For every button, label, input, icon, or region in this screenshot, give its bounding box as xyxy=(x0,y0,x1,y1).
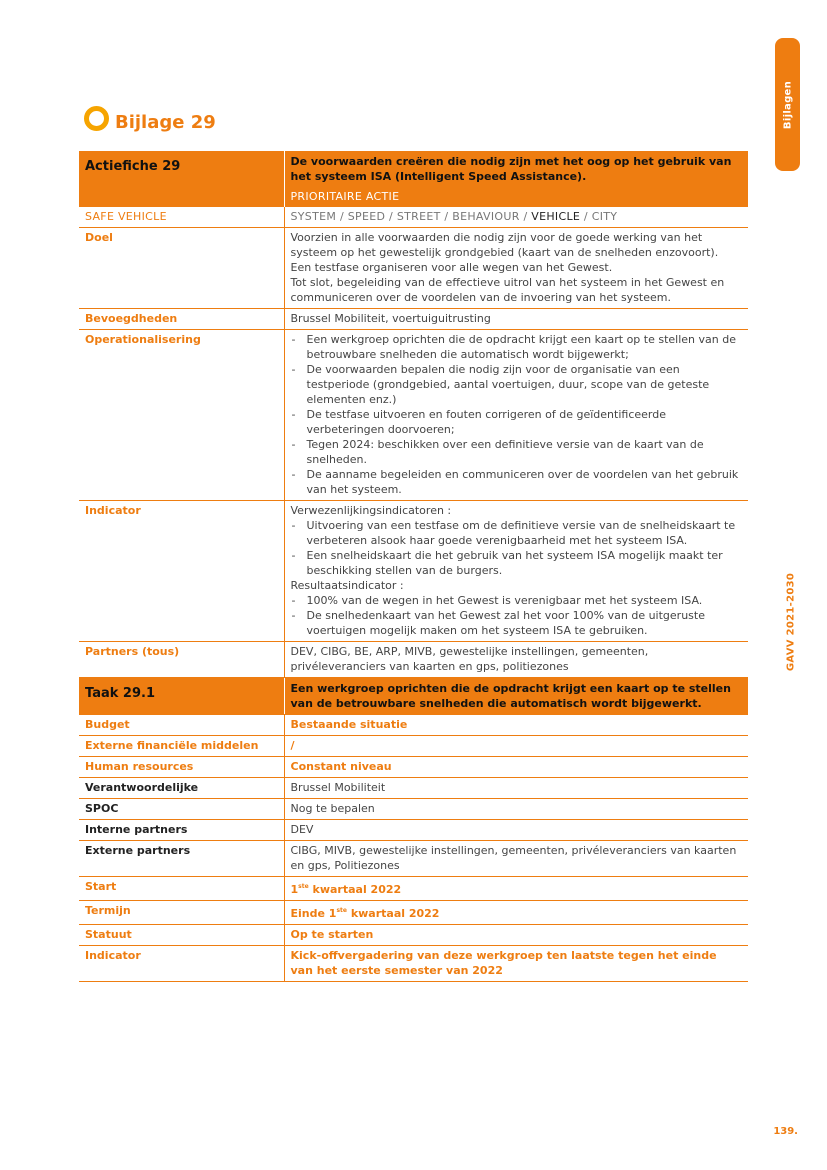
external-partners-value: CIBG, MIVB, gewestelijke instellingen, gemeenten, privéleveranciers van kaarten en gps, Politiezones xyxy=(284,841,748,877)
priority-label: PRIORITAIRE ACTIE xyxy=(290,190,400,203)
deadline-ordinal: 1 xyxy=(328,907,337,920)
doel-line: Tot slot, begeleiding van de effectieve uitrol van het systeem in het Gewest en communiceren over de voordelen van de invoering van het systeem. xyxy=(290,276,725,304)
bevoegdheden-label: Bevoegdheden xyxy=(79,309,284,330)
partners-label: Partners (tous) xyxy=(79,642,284,678)
deadline-label: Termijn xyxy=(79,901,284,925)
spoc-value: Nog te bepalen xyxy=(284,799,748,820)
external-funds-value: / xyxy=(284,736,748,757)
operationalisering-list xyxy=(291,332,743,497)
human-resources-value: Constant niveau xyxy=(284,757,748,778)
category-behaviour: BEHAVIOUR xyxy=(452,210,520,223)
category-list: SYSTEM / SPEED / STREET / BEHAVIOUR / VEHICLE / CITY xyxy=(284,207,748,228)
result-list xyxy=(291,593,743,638)
budget-value: Bestaande situatie xyxy=(284,715,748,736)
deadline-prefix: Einde xyxy=(290,907,325,920)
task-title: Taak 29.1 xyxy=(79,678,284,715)
indicator-value xyxy=(284,501,748,642)
task-indicator-row xyxy=(79,946,748,982)
category-label: SAFE VEHICLE xyxy=(79,207,284,228)
result-title: Resultaatsindicator : xyxy=(290,579,404,592)
status-label: Statuut xyxy=(79,925,284,946)
external-partners-row xyxy=(79,841,748,877)
list-item: - Een werkgroep oprichten die de opdracht krijgt een kaart op te stellen van de betrouwbare snelheden die automatisch wordt bijgewerkt; xyxy=(291,332,743,362)
action-sheet-table xyxy=(79,151,748,982)
doel-line: Een testfase organiseren voor alle wegen van het Gewest. xyxy=(290,261,613,274)
category-street: STREET xyxy=(396,210,441,223)
page-number: 139. xyxy=(773,1126,798,1137)
list-item: - Uitvoering van een testfase om de definitieve versie van de snelheidskaart te verbeteren alsook haar goede verenigbaarheid met het systeem ISA. xyxy=(291,518,743,548)
start-row xyxy=(79,877,748,901)
deadline-row xyxy=(79,901,748,925)
doel-label: Doel xyxy=(79,228,284,309)
doel-row xyxy=(79,228,748,309)
list-item: - Tegen 2024: beschikken over een definitieve versie van de kaart van de snelheden. xyxy=(291,437,743,467)
indicator-label: Indicator xyxy=(79,501,284,642)
side-document-label-text: GAVV 2021-2030 xyxy=(785,572,797,672)
realisation-list xyxy=(291,518,743,578)
start-ordinal-suffix: ste xyxy=(298,883,309,890)
page-title: Bijlage 29 xyxy=(115,112,216,133)
operationalisering-value xyxy=(284,330,748,501)
task-header-row xyxy=(79,678,748,715)
start-label: Start xyxy=(79,877,284,901)
start-ordinal: 1 xyxy=(290,883,299,896)
bevoegdheden-row xyxy=(79,309,748,330)
fiche-description-cell xyxy=(284,151,748,207)
category-row xyxy=(79,207,748,228)
fiche-description: De voorwaarden creëren die nodig zijn met het oog op het gebruik van het systeem ISA (Intelligent Speed Assistance). xyxy=(290,155,732,183)
list-item: - De voorwaarden bepalen die nodig zijn voor de organisatie van een testperiode (grondgebied, aantal voertuigen, duur, scope van de geteste elementen enz.) xyxy=(291,362,743,407)
list-item: - Een snelheidskaart die het gebruik van het systeem ISA mogelijk maakt ter beschikking stellen van de burgers. xyxy=(291,548,743,578)
budget-row xyxy=(79,715,748,736)
category-system: SYSTEM xyxy=(290,210,337,223)
task-description: Een werkgroep oprichten die de opdracht krijgt een kaart op te stellen van de betrouwbare snelheden die automatisch wordt bijgewerkt. xyxy=(284,678,748,715)
category-speed: SPEED xyxy=(347,210,386,223)
side-document-label xyxy=(784,572,798,672)
external-funds-row xyxy=(79,736,748,757)
responsible-row xyxy=(79,778,748,799)
list-item: - De testfase uitvoeren en fouten corrigeren of de geïdentificeerde verbeteringen doorvoeren; xyxy=(291,407,743,437)
fiche-title: Actiefiche 29 xyxy=(79,151,284,207)
side-tab-label: Bijlagen xyxy=(782,80,793,129)
partners-row xyxy=(79,642,748,678)
list-item: - 100% van de wegen in het Gewest is verenigbaar met het systeem ISA. xyxy=(291,593,743,608)
start-value xyxy=(284,877,748,901)
deadline-text: kwartaal 2022 xyxy=(350,907,440,920)
internal-partners-value: DEV xyxy=(284,820,748,841)
task-indicator-value: Kick-offvergadering van deze werkgroep ten laatste tegen het einde van het eerste semester van 2022 xyxy=(284,946,748,982)
partners-value: DEV, CIBG, BE, ARP, MIVB, gewestelijke instellingen, gemeenten, privéleveranciers van kaarten en gps, politiezones xyxy=(284,642,748,678)
external-funds-label: Externe financiële middelen xyxy=(79,736,284,757)
status-row xyxy=(79,925,748,946)
list-item: - De aanname begeleiden en communiceren over de voordelen van het gebruik van het systeem. xyxy=(291,467,743,497)
fiche-header-row xyxy=(79,151,748,207)
deadline-ordinal-suffix: ste xyxy=(336,907,347,914)
deadline-value xyxy=(284,901,748,925)
realisation-title: Verwezenlijkingsindicatoren : xyxy=(290,504,452,517)
doel-line: Voorzien in alle voorwaarden die nodig zijn voor de goede werking van het systeem op het gewestelijk grondgebied (kaart van de snelheden enzovoort). xyxy=(290,231,719,259)
operationalisering-label: Operationalisering xyxy=(79,330,284,501)
internal-partners-row xyxy=(79,820,748,841)
indicator-row xyxy=(79,501,748,642)
budget-label: Budget xyxy=(79,715,284,736)
doel-value xyxy=(284,228,748,309)
category-vehicle-active: VEHICLE xyxy=(531,210,581,223)
side-tab xyxy=(775,38,800,171)
category-city: CITY xyxy=(591,210,618,223)
spoc-label: SPOC xyxy=(79,799,284,820)
start-text: kwartaal 2022 xyxy=(312,883,402,896)
spoc-row xyxy=(79,799,748,820)
operationalisering-row xyxy=(79,330,748,501)
status-value: Op te starten xyxy=(284,925,748,946)
ring-icon xyxy=(84,106,109,131)
responsible-value: Brussel Mobiliteit xyxy=(284,778,748,799)
human-resources-label: Human resources xyxy=(79,757,284,778)
responsible-label: Verantwoordelijke xyxy=(79,778,284,799)
page-heading xyxy=(84,104,216,133)
bevoegdheden-value: Brussel Mobiliteit, voertuiguitrusting xyxy=(284,309,748,330)
external-partners-label: Externe partners xyxy=(79,841,284,877)
list-item: - De snelhedenkaart van het Gewest zal het voor 100% van de uitgeruste voertuigen mogelijk maken om het systeem ISA te gebruiken. xyxy=(291,608,743,638)
task-indicator-label: Indicator xyxy=(79,946,284,982)
internal-partners-label: Interne partners xyxy=(79,820,284,841)
human-resources-row xyxy=(79,757,748,778)
